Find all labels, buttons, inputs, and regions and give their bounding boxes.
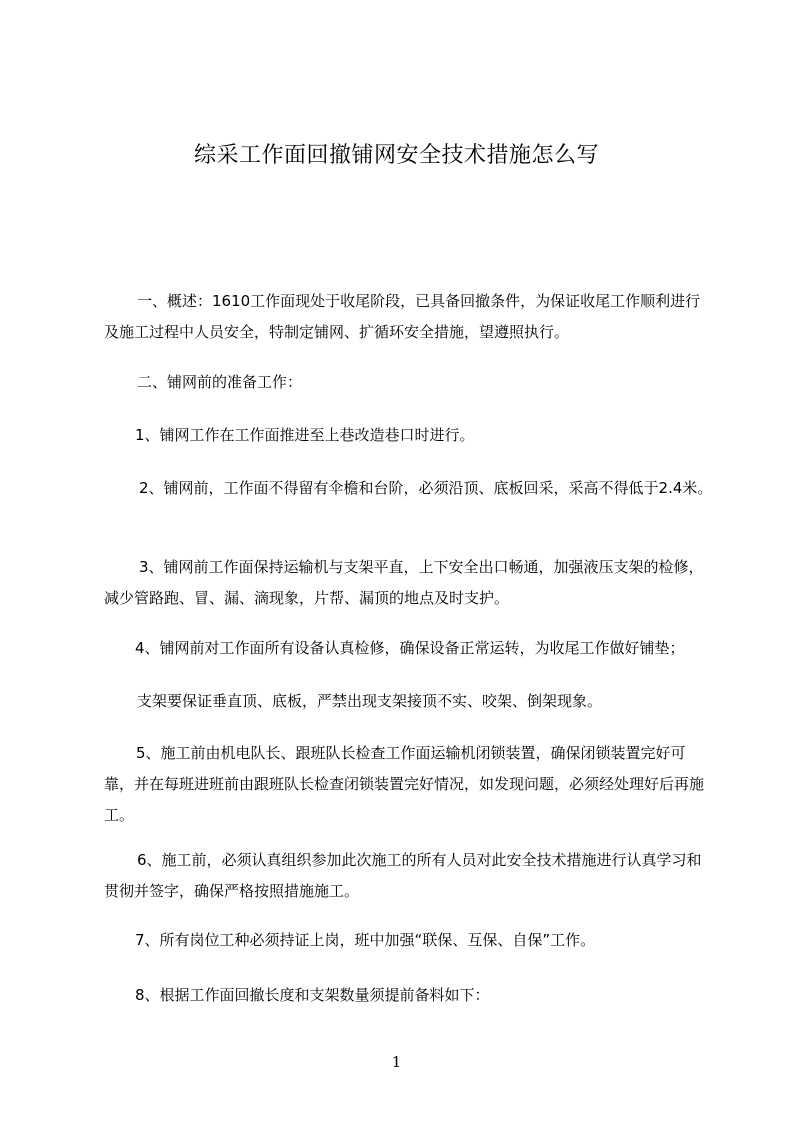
paragraph-overview: 一、概述：1610工作面现处于收尾阶段，已具备回撤条件，为保证收尾工作顺利进行及施工过程中人员安全，特制定铺网、扩循环安全措施，望遵照执行。 [104,292,701,341]
paragraph-item-2: 2、铺网前，工作面不得留有伞檐和台阶，必须沿顶、底板回采，采高不得低于2.4米。 [139,479,713,497]
paragraph-item-6: 6、施工前，必须认真组织参加此次施工的所有人员对此安全技术措施进行认真学习和贯彻并签字，确保严格按照措施施工。 [104,851,702,900]
paragraph-item-8: 8、根据工作面回撤长度和支架数量须提前备料如下： [135,986,490,1004]
paragraph-item-3: 3、铺网前工作面保持运输机与支架平直，上下安全出口畅通，加强液压支架的检修，减少管路跑、冒、漏、滴现象，片帮、漏顶的地点及时支护。 [104,558,704,607]
paragraph-item-4-continued: 支架要保证垂直顶、底板，严禁出现支架接顶不实、咬架、倒架现象。 [137,692,603,710]
document-title: 综采工作面回撤铺网安全技术措施怎么写 [193,143,599,168]
paragraph-item-7: 7、所有岗位工种必须持证上岗，班中加强“联保、互保、自保”工作。 [135,931,596,949]
page-number: 1 [391,1053,402,1071]
paragraph-item-5: 5、施工前由机电队长、跟班队长检查工作面运输机闭锁装置，确保闭锁装置完好可靠，并在每班进班前由跟班队长检查闭锁装置完好情况，如发现问题，必须经处理好后再施工。 [104,744,705,824]
paragraph-section-heading: 二、铺网前的准备工作： [137,373,303,391]
paragraph-item-1: 1、铺网工作在工作面推进至上巷改造巷口时进行。 [135,426,475,444]
paragraph-item-4: 4、铺网前对工作面所有设备认真检修，确保设备正常运转，为收尾工作做好铺垫； [135,639,685,657]
